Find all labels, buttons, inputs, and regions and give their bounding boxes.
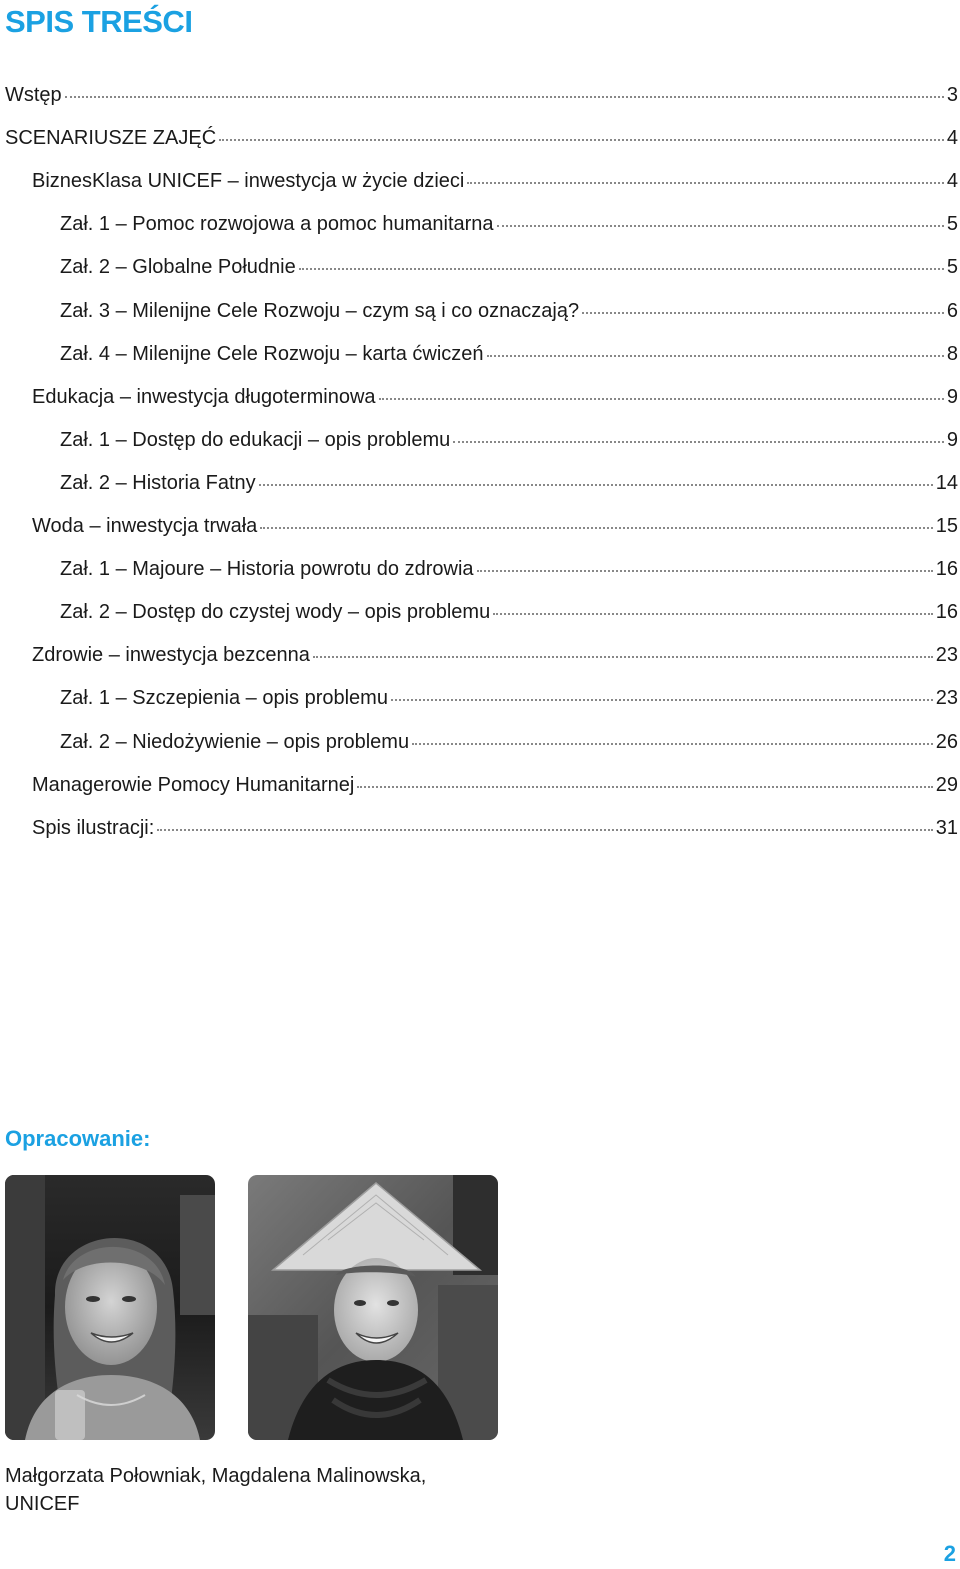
toc-entry[interactable] <box>32 813 958 843</box>
toc-leader-dots <box>412 743 933 745</box>
toc-entry-page: 4 <box>946 170 958 193</box>
toc-leader-dots <box>260 527 932 529</box>
toc-entry-title: Managerowie Pomocy Humanitarnej <box>32 773 355 796</box>
toc-leader-dots <box>219 139 944 141</box>
toc-leader-dots <box>487 355 944 357</box>
toc-entry-title: Zał. 3 – Milenijne Cele Rozwoju – czym są i co oznaczają? <box>60 299 580 322</box>
toc-entry-page: 9 <box>946 385 958 408</box>
toc-entry[interactable] <box>60 597 958 627</box>
toc-entry-title: Zał. 2 – Niedożywienie – opis problemu <box>60 730 410 753</box>
toc-entry[interactable] <box>60 468 958 498</box>
toc-entry[interactable] <box>60 425 958 455</box>
toc-leader-dots <box>497 225 944 227</box>
toc-entry-page: 16 <box>935 601 958 624</box>
toc-leader-dots <box>453 441 944 443</box>
authors-credit <box>5 1462 525 1518</box>
toc-entry-title: Zał. 1 – Dostęp do edukacji – opis problemu <box>60 428 451 451</box>
toc-title: SPIS TREŚCI <box>5 4 193 39</box>
toc-leader-dots <box>493 613 933 615</box>
toc-entry-title: Zał. 2 – Globalne Południe <box>60 256 296 279</box>
toc-entry-title: Zał. 1 – Szczepienia – opis problemu <box>60 687 388 710</box>
toc-entry[interactable] <box>60 209 958 239</box>
toc-entry-title: Zał. 1 – Pomoc rozwojowa a pomoc humanitarna <box>60 213 494 236</box>
toc-entry-page: 31 <box>935 816 958 839</box>
toc-entry[interactable] <box>32 166 958 196</box>
toc-entry-page: 23 <box>935 644 958 667</box>
toc-entry-title: Zał. 4 – Milenijne Cele Rozwoju – karta ćwiczeń <box>60 342 484 365</box>
toc-leader-dots <box>299 268 944 270</box>
toc-entry[interactable] <box>60 296 958 326</box>
toc-entry-page: 5 <box>946 213 958 236</box>
toc-entry-page: 16 <box>935 558 958 581</box>
page-number: 2 <box>943 1541 956 1566</box>
toc-entry[interactable] <box>5 123 958 153</box>
authors-organization: UNICEF <box>5 1493 80 1515</box>
toc-entry-page: 8 <box>946 342 958 365</box>
toc-entry-page: 26 <box>935 730 958 753</box>
toc-leader-dots <box>259 484 933 486</box>
toc-entry-title: Zał. 2 – Historia Fatny <box>60 471 256 494</box>
toc-entry-page: 3 <box>946 84 958 106</box>
toc-leader-dots <box>157 829 932 831</box>
author-photo-1 <box>5 1175 215 1440</box>
toc-entry-page: 9 <box>946 428 958 451</box>
toc-leader-dots <box>65 96 944 98</box>
toc-entry[interactable] <box>32 770 958 800</box>
toc-entry[interactable] <box>60 339 958 369</box>
author-photo-2 <box>248 1175 498 1440</box>
toc-entry-page: 15 <box>935 515 958 537</box>
toc-leader-dots <box>582 312 944 314</box>
toc-entry[interactable] <box>32 382 958 412</box>
toc-entry[interactable] <box>32 511 958 541</box>
toc-entry-title: Zdrowie – inwestycja bezcenna <box>32 644 310 667</box>
toc-entry-page: 5 <box>946 256 958 279</box>
toc-entry-page: 6 <box>946 299 958 322</box>
toc-leader-dots <box>357 786 932 788</box>
toc-entry[interactable] <box>60 554 958 584</box>
credits-heading: Opracowanie: <box>5 1126 151 1151</box>
toc-entry-title: Zał. 2 – Dostęp do czystej wody – opis problemu <box>60 601 491 624</box>
toc-entry-title: Spis ilustracji: <box>32 816 155 839</box>
toc-leader-dots <box>467 182 944 184</box>
toc-leader-dots <box>379 398 944 400</box>
toc-leader-dots <box>391 699 933 701</box>
toc-leader-dots <box>313 656 933 658</box>
toc-entry-title: BiznesKlasa UNICEF – inwestycja w życie dzieci <box>32 170 465 193</box>
toc-entry-title: Zał. 1 – Majoure – Historia powrotu do zdrowia <box>60 558 474 581</box>
toc-entry[interactable] <box>60 727 958 757</box>
toc-entry-title: SCENARIUSZE ZAJĘĆ <box>5 127 217 150</box>
toc-entry[interactable] <box>5 80 958 110</box>
toc-entry-page: 23 <box>935 687 958 710</box>
toc-entry-title: Woda – inwestycja trwała <box>32 515 258 537</box>
toc-leader-dots <box>477 570 933 572</box>
toc-entry-title: Wstęp <box>5 84 62 106</box>
authors-names: Małgorzata Połowniak, Magdalena Malinowska, <box>5 1465 427 1487</box>
toc-entry[interactable] <box>32 640 958 670</box>
toc-entry-page: 14 <box>935 471 958 494</box>
toc-entry-page: 29 <box>935 773 958 796</box>
toc-entry-page: 4 <box>946 127 958 150</box>
toc-entry[interactable] <box>60 252 958 282</box>
toc-entry-title: Edukacja – inwestycja długoterminowa <box>32 385 376 408</box>
toc-entry[interactable] <box>60 683 958 713</box>
